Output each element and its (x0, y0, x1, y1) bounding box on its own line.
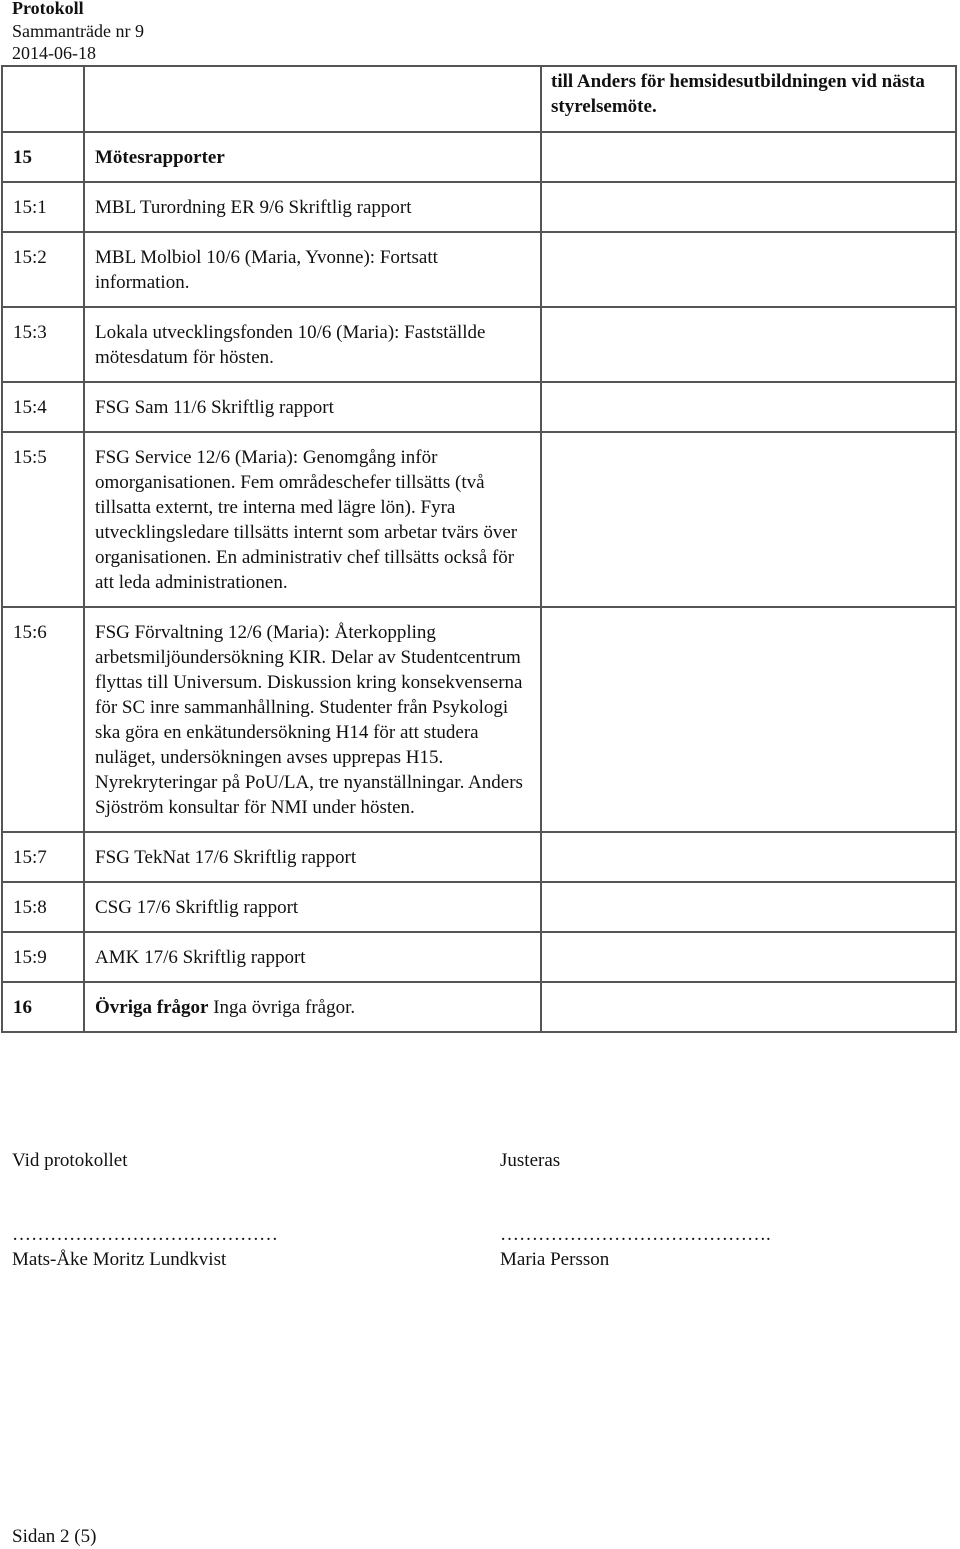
item-body: Inga övriga frågor. (208, 997, 356, 1018)
item-number: 15:6 (2, 607, 84, 832)
signature-right-label: Justeras (500, 1150, 561, 1171)
table-row (2, 432, 956, 607)
item-number: 15:5 (2, 432, 84, 607)
item-text: CSG 17/6 Skriftlig rapport (84, 882, 541, 932)
signature-left-name: Mats-Åke Moritz Lundkvist (12, 1249, 227, 1270)
table-row (2, 382, 956, 432)
item-heading: Övriga frågor (95, 997, 209, 1018)
signature-left-line: …………………………………… (12, 1224, 278, 1245)
item-text: FSG Service 12/6 (Maria): Genomgång inför omorganisationen. Fem områdeschefer tillsätts (två tillsatta externt, tre interna med lägre lön). Fyra utvecklingsledare tillsätts internt som arbetar tvärs över organisationen. En administrativ chef tillsätts också för att leda administrationen. (84, 432, 541, 607)
item-text: AMK 17/6 Skriftlig rapport (84, 932, 541, 982)
continued-note: till Anders för hemsidesutbildningen vid nästa styrelsemöte. (541, 66, 956, 132)
item-number: 15:4 (2, 382, 84, 432)
item-text: MBL Molbiol 10/6 (Maria, Yvonne): Fortsatt information. (84, 232, 541, 307)
table-row (2, 982, 956, 1032)
table-row (2, 832, 956, 882)
item-number: 15:1 (2, 182, 84, 232)
item-text (84, 982, 541, 1032)
item-text: FSG Sam 11/6 Skriftlig rapport (84, 382, 541, 432)
table-row (2, 882, 956, 932)
page-number: Sidan 2 (5) (12, 1526, 97, 1547)
minutes-table (1, 65, 957, 1033)
item-number: 15:2 (2, 232, 84, 307)
table-row (2, 307, 956, 382)
table-row (2, 182, 956, 232)
document-title: Protokoll (12, 0, 84, 18)
table-row (2, 132, 956, 182)
table-row (2, 66, 956, 132)
table-row (2, 932, 956, 982)
item-text: MBL Turordning ER 9/6 Skriftlig rapport (84, 182, 541, 232)
item-text: Lokala utvecklingsfonden 10/6 (Maria): Fastställde mötesdatum för hösten. (84, 307, 541, 382)
signature-right-line: ……………………………………. (500, 1224, 771, 1245)
item-number: 16 (2, 982, 84, 1032)
meeting-date: 2014-06-18 (12, 43, 96, 63)
signature-left-label: Vid protokollet (12, 1150, 128, 1171)
item-number: 15:3 (2, 307, 84, 382)
item-number: 15 (2, 132, 84, 182)
table-row (2, 607, 956, 832)
item-number: 15:8 (2, 882, 84, 932)
item-text: FSG TekNat 17/6 Skriftlig rapport (84, 832, 541, 882)
document-header (12, 0, 144, 65)
item-number: 15:7 (2, 832, 84, 882)
table-row (2, 232, 956, 307)
signature-right-name: Maria Persson (500, 1249, 610, 1270)
item-text: FSG Förvaltning 12/6 (Maria): Återkoppling arbetsmiljöundersökning KIR. Delar av Studentcentrum flyttas till Universum. Diskussion kring konsekvenserna för SC inre sammanhållning. Studenter från Psykologi ska göra en enkätundersökning H14 för att studera nuläget, undersökningen avses upprepas H15. Nyrekryteringar på PoU/LA, tre nyanställningar. Anders Sjöström konsultar för NMI under hösten. (84, 607, 541, 832)
item-number: 15:9 (2, 932, 84, 982)
item-text: Mötesrapporter (84, 132, 541, 182)
meeting-number: Sammanträde nr 9 (12, 20, 144, 41)
